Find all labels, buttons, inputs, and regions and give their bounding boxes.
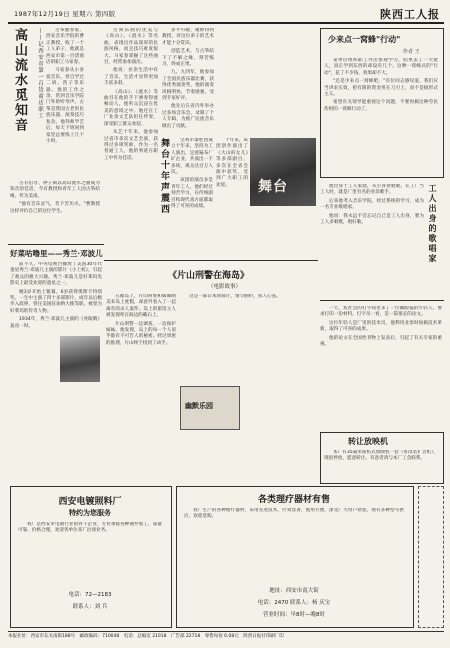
stamp-box	[418, 486, 444, 628]
swap-title: 转让放映机	[348, 436, 388, 446]
trip-body	[324, 58, 438, 173]
ad-left-title: 西安电镀照料厂	[58, 497, 122, 507]
divider	[8, 244, 104, 245]
bottom-para: 这位年轻人是厂里的技术员，他利用业余时间搞技术革新，取得了可喜的成果。	[320, 320, 442, 333]
page-footer: 本报社址：西安市东关南街188号 邮政编码：710048 电话：总编室 21018 广告部 22718 零售每份 0.08元 陕西日报社印刷厂印	[8, 631, 444, 642]
mountain-para: "他有音乐灵气，肯下苦功夫。"曹教授这样评价自己的这位学生。	[10, 202, 100, 214]
opera-para: 宝鸡市秦腔团成立十年来，坚持为工人演出，足迹遍布厂矿企业，共演出一千多场，观众达百万人次。	[171, 138, 213, 176]
tv-para: 她3岁开始上银幕，6岁获得奥斯卡特别奖，一生中主演了四十多部影片。成年以后她步入政界，曾任美国驻加纳大使等职，被誉为好菜坞的传奇人物。	[10, 289, 102, 314]
singer-title: 工人出身的歌唱家	[428, 184, 438, 264]
tv-title: 好菜咕噜里——秀兰·邓波儿	[10, 249, 103, 258]
trip-para: 某单位组织职工外出参观学习，结果去了一大批人，真正学到东西的却没有几个。这种一窝蜂式的"行动"，花了不少钱，效果却不大。	[324, 58, 438, 76]
middle-column	[104, 28, 158, 256]
trip-title: 少来点一窝蜂"行动"	[328, 34, 401, 44]
ad-right-phone: 电话：2470 联系人：杨 庆宝	[257, 600, 331, 606]
film-para: 五福岛上，片山刑警和妹妹晴美来岛上度假，却意外卷入了一起离奇的杀人案件。岛上的旅馆主人被发现死在海边的礁石上。	[106, 294, 176, 319]
opera-title: 舞台十年声震西	[159, 138, 169, 215]
divider	[320, 300, 444, 301]
middle-para: 他说：业余生活中有了音乐，生活才显得更加丰富多彩。	[104, 68, 158, 87]
film-title: 《片山刑警在海岛》	[168, 271, 250, 281]
film-body-right	[180, 294, 316, 354]
ad-right-title: 各类理疗器材有售	[257, 495, 330, 505]
singer-body	[320, 184, 424, 294]
ad-right-hours: 营业时间：早8时—晚8时	[263, 612, 325, 618]
newspaper-page	[8, 6, 444, 642]
right-para: 九、九四年，他参加了全国民族乐器比赛，获得优秀演奏奖，他的演奏风格明快，节奏感强，受到专家好评。	[162, 70, 214, 102]
right-para: 创造艺术，与古筝结下了不解之缘，刻苦练习，终成正果。	[162, 49, 214, 68]
right-para: 多平可敬，聚师得到教授，对这位弟子的艺术才能十分赏识。	[162, 28, 214, 46]
cartoon-title: 幽默乐园	[185, 401, 213, 410]
mountain-para: 马家春从小喜爱音乐，曾自学过二胡、笛子等乐器。他的工作之余，常到音乐学院门外聆听琴声。古筝是我国古老的民族乐器，演奏技巧复杂。他拜师学艺后，每天下班回到家里总要练上几个小时。	[46, 68, 84, 144]
opera-body	[171, 138, 213, 256]
bottom-column	[320, 306, 442, 426]
middle-para: 古典乐曲的优美与《高山》、《流水》等名曲，表现出作品深厚的民族风格，而且技巧难度很大。马家春掌握了这些曲目，经常参加演出。	[104, 28, 158, 66]
ad-left-phone: 电话：72—2183	[68, 592, 112, 598]
trip-para: "还是少来点一窝蜂吧，"有位同志感叹道。我们应当讲求实效，把有限的资金用在刀刃上，而不是搞形式主义。	[324, 79, 438, 98]
trip-para: 希望有关领导能重视这个问题，不要再搞这种劳民伤财的一窝蜂行动了。	[324, 100, 438, 112]
middle-para: 《高山》、《流水》等曲目在他的手下弹奏得流畅动人，使听众沉浸在优美的意境之中。他还在工厂业余文艺队担任伴奏，深受职工群众欢迎。	[104, 89, 158, 127]
tv-para: 前不久，中央电视台播放了美国30年代童星秀兰·邓波儿主演的影片《小上校》，引起了观众的极大兴趣。秀兰·邓波儿是好莱坞电影史上最受欢迎的童星之一。	[10, 262, 102, 287]
singer-para: 他出身于工人家庭，从小喜欢唱歌。在工厂当工人时，就是厂里有名的业余歌手。	[320, 184, 424, 196]
trip-byline: 作者 王	[403, 49, 420, 55]
mountain-subtitle: ——记西安市第一百货商店职工	[37, 28, 43, 119]
film-subtitle: （电影故事）	[208, 284, 242, 290]
swap-para: 本厂有35毫米座机式放映机一套（带改装扩音机），现因停放，愿意转让。有意者请与本厂工会联系。	[324, 450, 438, 462]
mountain-title: 高山流水觅知音	[12, 28, 27, 133]
bottom-para: 一天，焦社会的打字间里来了一位戴眼镜的年轻人，要求打印一份材料。打字员一看，是一篇很长的论文。	[320, 306, 442, 318]
masthead: 陕西工人报	[380, 8, 440, 21]
issue-date: 1987年12月19日 星期六 第四版	[14, 10, 116, 18]
stage-sign: 舞台	[258, 179, 288, 195]
opera-para: 该团的演员多是青年工人，他们经过刻苦学习，在传统剧目和现代戏方面都取得了可喜的成绩。	[171, 178, 213, 210]
ad-left-body: 我厂是西安市电镀行业的骨干企业，专业承接各种镀件加工，质量可靠，价格合理，欢迎各单位来厂洽谈业务。	[18, 522, 162, 534]
opera-body-right	[216, 138, 248, 256]
opera-para: 十年来，该团创作演出了《大山的女儿》等多部剧目，多次在全省会演中获奖，受到广大职工的欢迎。	[216, 138, 248, 188]
ad-right-body: 我厂生产的各种理疗器材，采用先进技术，疗效显著，使用方便，深受广大用户欢迎。现有多种型号供应，欢迎选购。	[184, 508, 404, 520]
divider	[104, 260, 318, 261]
bottom-para: 他的论文在全国性刊物上发表后，引起了有关专家的重视。	[320, 335, 442, 348]
singer-para: 他说：我永远不会忘记自己是工人出身，要为工人多唱歌，唱好歌。	[320, 213, 424, 226]
mountain-para: 古有伯牙、钟子期以高山流水之曲成为知音的佳话，今有教授和青年工人因古筝结缘，传为美谈。	[10, 181, 100, 199]
page-header	[8, 6, 444, 24]
tv-para: 1934年，秀兰·邓波儿主演的《亮眼睛》轰动一时。	[10, 317, 102, 329]
ad-right-address: 地址：西安市南大街	[269, 588, 319, 594]
ad-left-subtitle: 特约为您服务	[69, 509, 111, 517]
cartoon-panel	[180, 386, 240, 430]
tv-star-photo	[60, 336, 100, 382]
right-column	[162, 28, 214, 136]
mountain-body	[46, 28, 84, 178]
singer-para: 后来他考入音乐学院，经过系统的学习，成为一名专业歌唱家。	[320, 198, 424, 211]
mountain-para: 古筝独奏家，西安音乐学院的曹正教授，收了一个工人弟子，他就是西安市第一百货商店的职工马家春。	[46, 28, 84, 66]
right-para: 他先后在省内外举办过多场音乐会，录制了个人专辑，为推广民族音乐做出了贡献。	[162, 104, 214, 129]
ad-left-contact: 联系人：刘 兵	[72, 604, 108, 610]
film-para: 这是一部日本侦探片，情节曲折，扣人心弦。	[189, 294, 281, 299]
film-body	[106, 294, 176, 464]
middle-para: 从艺十年来，他参加过省市多次文艺会演，获得过多项奖励，作为一名普通工人，他的事迹在职工中传为佳话。	[104, 130, 158, 161]
mountain-body-lower	[10, 181, 100, 241]
swap-body	[324, 450, 438, 480]
film-para: 片山刑警一边调查，一边保护妹妹。他发现，岛上的每一个人似乎都有不可告人的秘密。经过周密的推理，片山终于找到了凶手。	[106, 321, 176, 346]
